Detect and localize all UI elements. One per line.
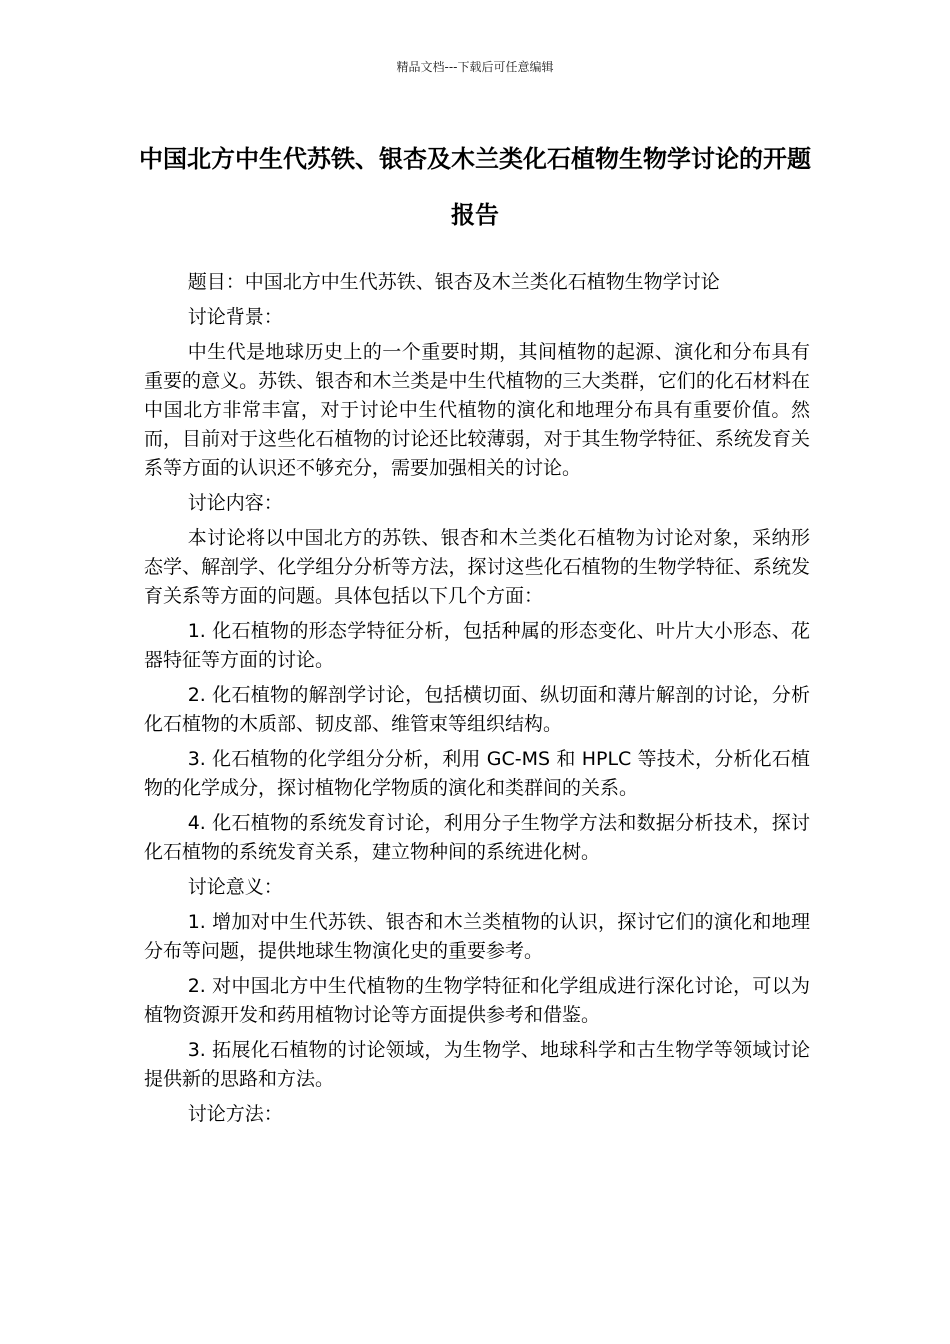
document-title: 中国北方中生代苏铁、银杏及木兰类化石植物生物学讨论的开题报告 [139, 145, 811, 229]
content-item-3: 3. 化石植物的化学组分分析，利用 GC-MS 和 HPLC 等技术，分析化石植物的化学成分，探讨植物化学物质的演化和类群间的关系。 [144, 748, 810, 799]
header-note: 精品文档---下载后可任意编辑 [396, 60, 554, 74]
content-heading: 讨论内容： [187, 492, 283, 514]
significance-item-3: 3. 拓展化石植物的讨论领域，为生物学、地球科学和古生物学等领域讨论提供新的思路和方法。 [144, 1039, 810, 1090]
background-heading: 讨论背景： [187, 306, 283, 328]
content-item-2: 2. 化石植物的解剖学讨论，包括横切面、纵切面和薄片解剖的讨论，分析化石植物的木质部、韧皮部、维管束等组织结构。 [144, 684, 810, 735]
significance-heading: 讨论意义： [187, 876, 283, 898]
content-paragraph: 本讨论将以中国北方的苏铁、银杏和木兰类化石植物为讨论对象，采纳形态学、解剖学、化学组分分析等方法，探讨这些化石植物的生物学特征、系统发育关系等方面的问题。具体包括以下几个方面： [144, 527, 810, 607]
method-heading: 讨论方法： [187, 1103, 283, 1125]
content-item-4: 4. 化石植物的系统发育讨论，利用分子生物学方法和数据分析技术，探讨化石植物的系统发育关系，建立物种间的系统进化树。 [144, 812, 810, 863]
significance-item-2: 2. 对中国北方中生代植物的生物学特征和化学组成进行深化讨论，可以为植物资源开发和药用植物讨论等方面提供参考和借鉴。 [144, 975, 810, 1026]
document-body [144, 268, 810, 1135]
content-item-1: 1. 化石植物的形态学特征分析，包括种属的形态变化、叶片大小形态、花器特征等方面的讨论。 [144, 620, 810, 671]
topic-paragraph: 题目：中国北方中生代苏铁、银杏及木兰类化石植物生物学讨论 [187, 271, 720, 293]
significance-item-1: 1. 增加对中生代苏铁、银杏和木兰类植物的认识，探讨它们的演化和地理分布等问题，提供地球生物演化史的重要参考。 [144, 911, 810, 962]
background-paragraph: 中生代是地球历史上的一个重要时期，其间植物的起源、演化和分布具有重要的意义。苏铁、银杏和木兰类是中生代植物的三大类群，它们的化石材料在中国北方非常丰富，对于讨论中生代植物的演化和地理分布具有重要价值。然而，目前对于这些化石植物的讨论还比较薄弱，对于其生物学特征、系统发育关系等方面的认识还不够充分，需要加强相关的讨论。 [144, 341, 810, 479]
